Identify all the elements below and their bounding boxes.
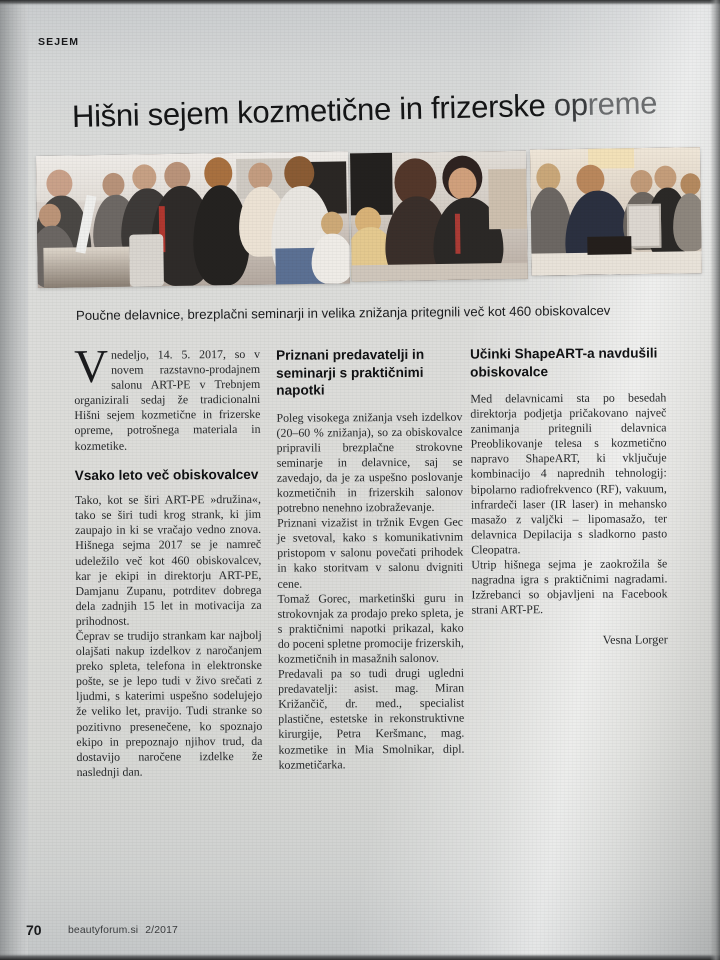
headline-main: Hišni sejem kozmetične in frizerske [71, 87, 555, 134]
section-kicker: SEJEM [38, 36, 80, 48]
page-gutter-shadow [0, 0, 28, 960]
column-one [73, 340, 263, 780]
headline-fade-part-1: op [553, 86, 589, 123]
imprint-website: beautyforum.si [68, 925, 139, 936]
article-headline [72, 84, 713, 135]
page-number: 70 [26, 922, 42, 938]
page-bottom-edge [0, 954, 720, 960]
column-two-paragraph-4: Predavali pa so tudi drugi ugledni predavatelji: asist. mag. Miran Križančič, dr. med., specialist plastične, estetske in rekonstruktivne kirurgije, Petra Keršmanc, mag. kozmetike in Mia Smolnikar, dipl. kozmetičarka. [277, 665, 465, 772]
column-three-paragraph-1: Med delavnicami sta po besedah direktorja podjetja pričakovano največ zanimanja pritegnili delavnica Preoblikovanje telesa s kozmetično napravo ShapeART, ki vključuje kombinacijo 4 naprednih tehnologij: bipolarno radiofrekvenco (RF), vakuum, infrardeči laser (IR laser) in mehansko masažo z valjčki – lipomasažo, ter delavnica Depilacija s sladkorno pasto Cleopatra. [470, 390, 668, 557]
column-one-paragraph-2: Tako, kot se širi ART-PE »družina«, tako se širi tudi krog strank, ki jim zaupajo in ki se vračajo vedno znova. Hišnega sejma 2017 se je namreč udeležilo več kot 460 obiskovalcev, kar je ekipi in direktorju ART-PE, Damjanu Zupanu, potrditev dobrega dela zadnjih 15 let in motivacija za prihodnost. [74, 492, 262, 628]
column-three-paragraph-2: Utrip hišnega sejma je zaokrožila še nagradna igra s praktičnimi nagradami. Izžrebanci so objavljeni na Facebook strani ART-PE. [471, 556, 668, 617]
column-one-paragraph-3: Čeprav se trudijo strankam kar najbolj olajšati nakup izdelkov z naročanjem preko spleta, telefona in elektronske pošte, se je lepo tudi v živo srečati z ljudmi, s katerimi uspešno sodelujejo že veliko let, pravijo. Tudi stranke so pozitivno presenečene, ko spoznajo ekipo in prepoznajo njihov trud, da dostavijo naročene izdelke že naslednji dan. [75, 627, 263, 779]
imprint-issue: 2/2017 [145, 925, 178, 936]
article-byline: Vesna Lorger [602, 632, 668, 648]
column-two-paragraph-1: Poleg visokega znižanja vseh izdelkov (20–60 % znižanja), so za obiskovalce pripravili brezplačne strokovne seminarje in delavnice, saj se zavedajo, da je za uspešno poslovanje kozmetičnih in frizerskih salonov potrebno nenehno izobraževanje. [276, 409, 463, 515]
article-body-columns [73, 340, 687, 848]
page-right-edge [710, 0, 720, 960]
drop-cap: V [73, 340, 109, 393]
photo-fair-stands [36, 151, 350, 288]
column-one-paragraph-1-text: nedeljo, 14. 5. 2017, so v novem razstavno-prodajnem salonu ART-PE v Trebnjem organizirali sedaj že tradicionalni Hišni sejem kozmetične in frizerske opreme, potrošnega materiala in kozmetike. [74, 346, 261, 453]
headline-fade-part-2: reme [587, 85, 658, 122]
article-deck: Poučne delavnice, brezplačni seminarji in velika znižanja pritegnili več kot 460 obiskovalcev [75, 302, 611, 323]
column-one-subhead: Vsako leto več obiskovalcev [74, 466, 259, 483]
page-top-edge [0, 0, 720, 5]
column-one-paragraph-1 [73, 340, 261, 454]
column-two-paragraph-2: Priznani vizažist in tržnik Evgen Gec je svetoval, kako s komunikativnim pristopom v salonu povečati prihodek in kako storitvam v salonu dvigniti cene. [277, 514, 464, 591]
column-two-paragraph-3: Tomaž Gorec, marketinški guru in strokovnjak za prodajo preko spleta, je s praktičnimi napotki prikazal, kako do poceni spletne promocije frizerskih, kozmetičnih in masažnih salonov. [277, 590, 464, 666]
photo-two-women-talking [350, 151, 528, 282]
column-three-subhead: Učinki ShapeART-a navdušili obiskovalce [469, 345, 658, 380]
column-two-subhead: Priznani predavatelji in seminarji s praktičnimi napotki [276, 346, 425, 398]
photo-counter-visitors [530, 147, 702, 276]
trade-fair-photo-strip [36, 146, 702, 288]
page-imprint [68, 925, 178, 936]
column-two [276, 346, 465, 773]
column-one-spacer [75, 453, 261, 467]
column-three [470, 344, 668, 649]
